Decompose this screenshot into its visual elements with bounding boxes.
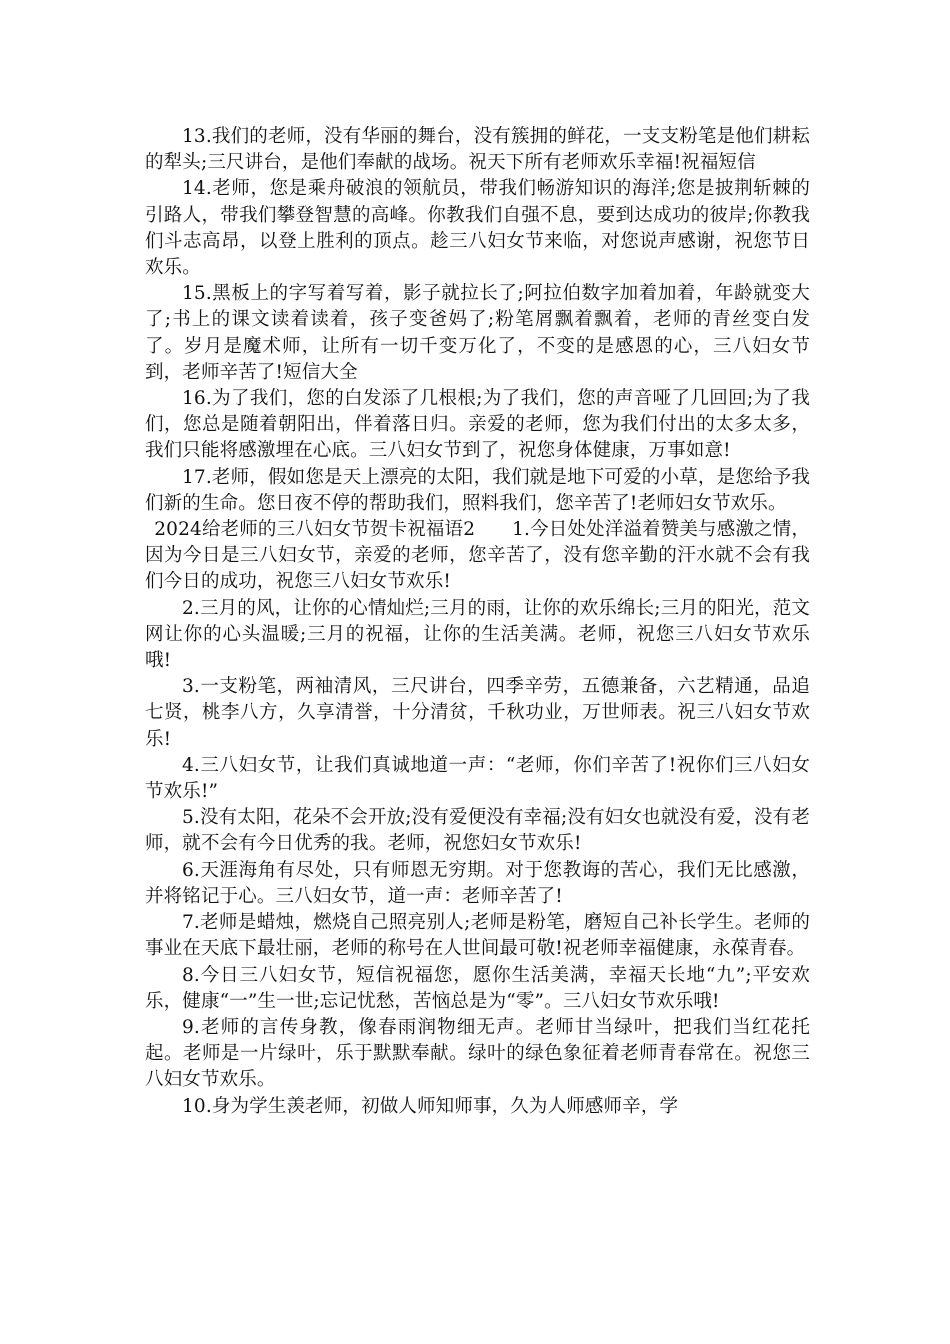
paragraph-2: 2.三月的风，让你的心情灿烂;三月的雨，让你的欢乐绵长;三月的阳光，范文网让你的心头温暖;三月的祝福，让你的生活美满。老师，祝您三八妇女节欢乐哦! <box>145 597 810 672</box>
paragraph-15: 15.黑板上的字写着写着，影子就拉长了;阿拉伯数字加着加着，年龄就变大了;书上的课文读着读着，孩子变爸妈了;粉笔屑飘着飘着，老师的青丝变白发了。岁月是魔术师，让所有一切千变万化了，不变的是感恩的心，三八妇女节到，老师辛苦了!短信大全 <box>145 283 810 383</box>
document-page <box>145 124 810 1120</box>
paragraph-3: 3.一支粉笔，两袖清风，三尺讲台，四季辛劳，五德兼备，六艺精通，品追七贤，桃李八方，久享清誉，十分清贫，千秋功业，万世师表。祝三八妇女节欢乐! <box>145 676 810 750</box>
paragraph-9: 9.老师的言传身教，像春雨润物细无声。老师甘当绿叶，把我们当红花托起。老师是一片绿叶，乐于默默奉献。绿叶的绿色象征着老师青春常在。祝您三八妇女节欢乐。 <box>145 1016 810 1091</box>
paragraph-1: 1.今日处处洋溢着赞美与感激之情，因为今日是三八妇女节，亲爱的老师，您辛苦了，没有您辛勤的汗水就不会有我们今日的成功，祝您三八妇女节欢乐! <box>145 519 810 593</box>
paragraph-14: 14.老师，您是乘舟破浪的领航员，带我们畅游知识的海洋;您是披荆斩棘的引路人，带我们攀登智慧的高峰。你教我们自强不息，要到达成功的彼岸;你教我们斗志高昂，以登上胜利的顶点。趁三八妇女节来临，对您说声感谢，祝您节日欢乐。 <box>145 178 810 279</box>
paragraph-7: 7.老师是蜡烛，燃烧自己照亮别人;老师是粉笔，磨短自己补长学生。老师的事业在天底下最壮丽，老师的称号在人世间最可敬!祝老师幸福健康，永葆青春。 <box>145 912 810 960</box>
paragraph-5: 5.没有太阳，花朵不会开放;没有爱便没有幸福;没有妇女也就没有爱，没有老师，就不会有今日优秀的我。老师，祝您妇女节欢乐! <box>145 807 810 855</box>
paragraph-8: 8.今日三八妇女节，短信祝福您，愿你生活美满，幸福天长地“九”;平安欢乐，健康“一”生一世;忘记忧愁，苦恼总是为“零”。三八妇女节欢乐哦! <box>145 964 810 1012</box>
paragraph-4: 4.三八妇女节，让我们真诚地道一声：“老师，你们辛苦了!祝你们三八妇女节欢乐!” <box>145 754 810 803</box>
section-heading-paragraph <box>145 517 810 596</box>
paragraph-6: 6.天涯海角有尽处，只有师恩无穷期。对于您教诲的苦心，我们无比感激，并将铭记于心。三八妇女节，道一声：老师辛苦了! <box>145 859 810 907</box>
paragraph-16: 16.为了我们，您的白发添了几根根;为了我们，您的声音哑了几回回;为了我们，您总是随着朝阳出，伴着落日归。亲爱的老师，您为我们付出的太多太多，我们只能将感激埋在心底。三八妇女节到了，祝您身体健康，万事如意! <box>145 388 810 462</box>
section-heading: 2024给老师的三八妇女节贺卡祝福语2 <box>154 519 476 541</box>
paragraph-10: 10.身为学生羡老师，初做人师知师事，久为人师感师辛，学 <box>182 1095 679 1117</box>
paragraph-13: 13.我们的老师，没有华丽的舞台，没有簇拥的鲜花，一支支粉笔是他们耕耘的犁头;三尺讲台，是他们奉献的战场。祝天下所有老师欢乐幸福!祝福短信 <box>145 126 810 174</box>
paragraph-17: 17.老师，假如您是天上漂亮的太阳，我们就是地下可爱的小草，是您给予我们新的生命。您日夜不停的帮助我们，照料我们，您辛苦了!老师妇女节欢乐。 <box>145 466 810 514</box>
